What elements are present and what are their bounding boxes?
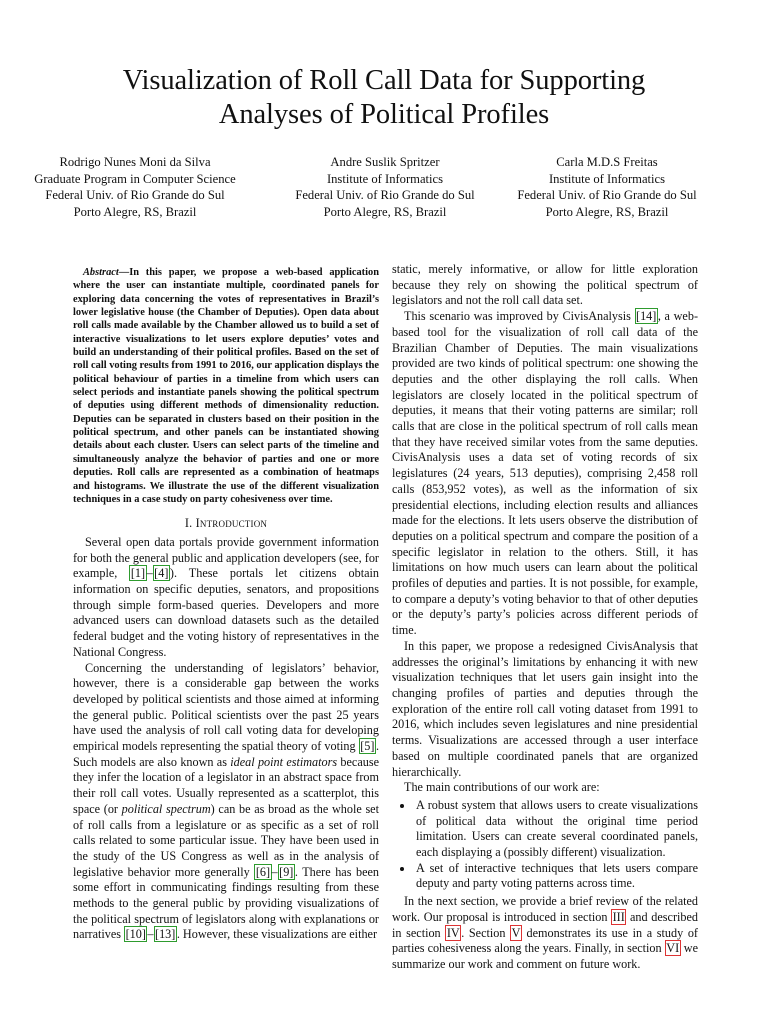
list-item: • A set of interactive techniques that lets users compare deputy and party voting patterns across time. bbox=[414, 861, 698, 892]
right-column bbox=[392, 262, 698, 973]
abstract bbox=[73, 266, 379, 506]
author-dept: Institute of Informatics bbox=[326, 171, 444, 186]
left-column bbox=[73, 266, 379, 943]
citation-link[interactable]: [10] bbox=[125, 927, 146, 942]
author-dept: Graduate Program in Computer Science bbox=[34, 171, 236, 186]
list-item: • A robust system that allows users to create visualizations of political data without the original time period limitation. Users can create several coordinated panels, each displaying a (possibly different) visualization. bbox=[414, 798, 698, 861]
author-dept: Institute of Informatics bbox=[548, 171, 666, 186]
author-3 bbox=[492, 154, 722, 220]
intro-paragraph-5: In the next section, we provide a brief review of the related work. Our proposal is introduced in section III and described in section IV . Section V demonstrates its use in a study of parties cohesiveness along the years. Finally, in section VI we summarize our work and comment on future work. bbox=[392, 894, 698, 971]
section-link[interactable]: VI bbox=[666, 941, 680, 956]
section-link[interactable]: IV bbox=[446, 925, 460, 940]
author-1 bbox=[20, 154, 250, 220]
section-title: Introduction bbox=[195, 516, 268, 531]
section-heading-introduction bbox=[73, 516, 379, 532]
author-location: Porto Alegre, RS, Brazil bbox=[545, 204, 669, 219]
title-line-2: Analyses of Political Profiles bbox=[218, 99, 550, 130]
author-2 bbox=[270, 154, 500, 220]
citation-link[interactable]: [1] bbox=[130, 566, 146, 581]
intro-paragraph-2: Concerning the understanding of legislators’ behavior, however, there is a considerable gap between the works developed by political scientists and those aimed at informing the general public. Political scientists over the past 25 years have used the analysis of roll call voting data for developing empirical models representing the spatial theory of voting [5] . Such models are also known as ideal point estimators because they infer the location of a legislator in an abstract space from their roll call votes. Usually represented as a scatterplot, this space (or political spectrum) can be as broad as the whole set of roll calls from a legislature or as specific as a set of roll calls related to some particular issue. They have been used in the study of the US Congress as well as in the analysis of legislative behavior more generally [6] – [9] . There has been some effort in communicating findings resulting from these methods to the general public by providing visualizations of the political spectrum of legislators along with explanations or narratives [10] – [13] . However, these visualizations are either bbox=[73, 660, 380, 942]
section-numeral: I. bbox=[184, 516, 193, 531]
author-name: Rodrigo Nunes Moni da Silva bbox=[59, 155, 211, 169]
author-name: Carla M.D.S Freitas bbox=[556, 155, 658, 169]
abstract-text: In this paper, we propose a web-based application where the user can instantiate multiple, coordinated panels for exploring data concerning the votes of representatives in Brazil’s lower legislative house (the Chamber of Deputies). Open data about roll calls made available by the Chamber allowed us to build a set of interactive visualizations to let users explore deputies’ votes and build an understanding of their political profiles. Based on the set of roll call voting results from 1991 to 2016, our application displays the political behaviour of parties in a timeline from which users can select periods and instantiate panels showing the political spectrum of deputies using different methods of dimensionality reduction. Deputies can be separated in clusters based on their position in the political spectrum, and other panels can be instantiated showing details about each cluster. Users can select parts of the timeline and simultaneously analyze the behavior of parties and one or more deputies. Roll calls are represented as a combination of heatmaps and histograms. We illustrate the use of the different visualization techniques in a case study on party cohesiveness over time. bbox=[73, 267, 379, 505]
citation-link[interactable]: [13] bbox=[155, 927, 176, 942]
contributions-intro: The main contributions of our work are: bbox=[404, 780, 600, 795]
author-affiliation: Federal Univ. of Rio Grande do Sul bbox=[295, 188, 475, 203]
citation-link[interactable]: [14] bbox=[636, 309, 657, 324]
emphasis-term: political spectrum bbox=[121, 801, 211, 816]
title-line-1: Visualization of Roll Call Data for Supporting bbox=[122, 65, 646, 96]
citation-link[interactable]: [4] bbox=[154, 566, 169, 581]
intro-paragraph-1: Several open data portals provide government information for both the general public and application developers (see, for example, [1] – [4] ). These portals let citizens obtain information on specific deputies, senators, and propositions through simple form-based queries. Developers and more advanced users can download datasets such as the detailed federal budget and the voting history of representatives in the National Congress. bbox=[73, 534, 379, 659]
section-link[interactable]: V bbox=[511, 925, 521, 940]
abstract-dash: — bbox=[118, 267, 130, 278]
abstract-label: Abstract bbox=[83, 267, 119, 278]
author-location: Porto Alegre, RS, Brazil bbox=[73, 204, 197, 219]
continued-paragraph: static, merely informative, or allow for little exploration because they rely on showing the political spectrum of legislators and not the roll call data set. bbox=[392, 262, 698, 308]
contributions-list bbox=[392, 798, 698, 892]
citation-link[interactable]: [9] bbox=[279, 864, 294, 879]
citation-link[interactable]: [6] bbox=[255, 864, 271, 879]
intro-paragraph-3: This scenario was improved by CivisAnalysis [14] , a web-based tool for the visualization of roll call data of the Brazilian Chamber of Deputies. The main visualizations provided are two kinds of political spectrum: one showing the deputies and the other displaying the roll calls. When legislators are closely located in the political spectrum of deputies, it means that their voting patterns are similar; roll calls that are close in the political spectrum of roll calls mean that they have received similar votes from the same deputies. CivisAnalysis uses a data set of voting records of six legislatures (24 years, 513 deputies), comprising 2,458 roll calls (853,952 votes), as well as the information of six presidential elections, including election results and alliances made for the elections. It lets users observe the distribution of deputies on a political spectrum and compare the position of a specific legislator in relation to the others. Still, it has limitations on how much users can learn about the political profiles of deputies and parties. It is not possible, for example, to compare a deputy’s voting behavior to that of other deputies or the deputy’s party’s policies across different periods of time. bbox=[392, 309, 698, 638]
paper-title bbox=[0, 64, 768, 132]
author-location: Porto Alegre, RS, Brazil bbox=[323, 204, 447, 219]
author-affiliation: Federal Univ. of Rio Grande do Sul bbox=[45, 188, 225, 203]
author-name: Andre Suslik Spritzer bbox=[330, 155, 440, 169]
emphasis-term: ideal point estimators bbox=[230, 754, 338, 769]
intro-paragraph-4: In this paper, we propose a redesigned CivisAnalysis that addresses the original’s limitations by enhancing it with new visualization techniques that let users gain insight into the changing profiles of parties and deputies through the exploration of the entire roll call voting dataset from 1991 to 2016, which includes seven legislatures and nine presidential terms. Visualizations are accessed through a user interface based on multiple coordinated panels that are organized hierarchically. bbox=[392, 638, 698, 779]
citation-link[interactable]: [5] bbox=[360, 739, 375, 754]
author-affiliation: Federal Univ. of Rio Grande do Sul bbox=[517, 188, 697, 203]
section-link[interactable]: III bbox=[612, 909, 625, 924]
